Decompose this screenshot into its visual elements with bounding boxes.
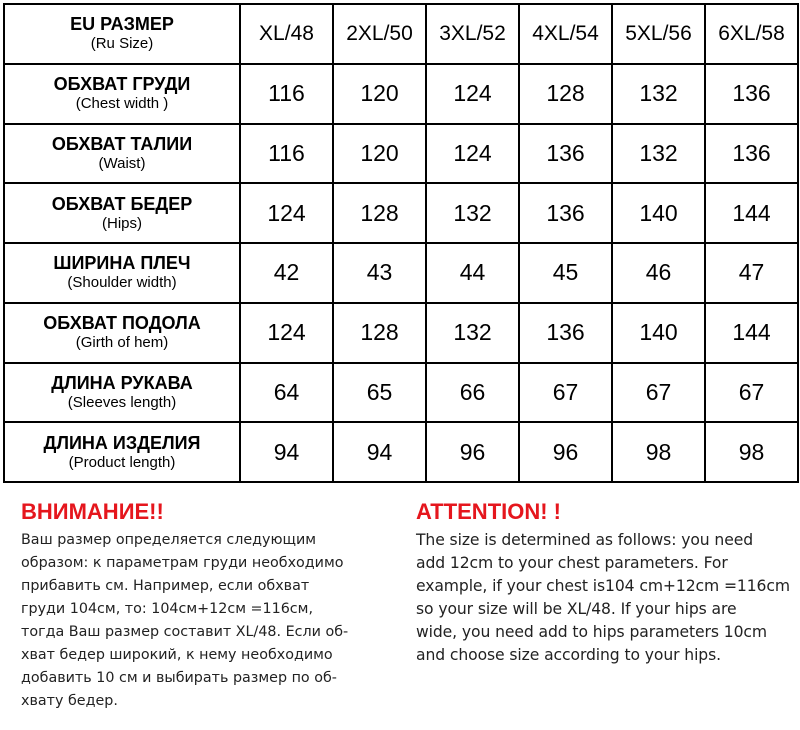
header-label-cell	[4, 4, 240, 64]
measurement-label-sub: (Shoulder width)	[67, 274, 177, 292]
measurement-label-main: ОБХВАТ ГРУДИ	[53, 74, 191, 95]
measurement-label-sub: (Waist)	[98, 154, 146, 172]
measurement-row	[4, 64, 798, 124]
measurement-label-cell	[4, 243, 240, 303]
header-row	[4, 4, 798, 64]
measurement-label-main: ОБХВАТ ПОДОЛА	[43, 313, 201, 334]
measurement-row	[4, 124, 798, 184]
measurement-row	[4, 363, 798, 423]
measurement-label-main: ДЛИНА ИЗДЕЛИЯ	[43, 432, 201, 453]
size-header-4xl54: 4XL/54	[519, 4, 612, 64]
measurement-value-cell: 94	[333, 422, 426, 482]
measurement-value-cell: 128	[519, 64, 612, 124]
size-header-xl48: XL/48	[240, 4, 333, 64]
attention-text-ru: Ваш размер определяется следующим образом: к параметрам груди необходимо прибавить см. Например, если обхват груди 104см, то: 104см+12см =116см, тогда Ваш размер составит XL/48. Если об- хват бедер широкий, к нему необходимо добавить 10 см и выбирать размер по об- хвату бедер.	[21, 532, 349, 709]
attention-text-en: The size is determined as follows: you need add 12cm to your chest parameters. For example, if your chest is104 cm+12cm =116cm so your size will be XL/48. If your hips are wide, you need add to hips parameters 10cm and choose size according to your hips.	[416, 531, 790, 664]
measurement-label-sub: (Sleeves length)	[67, 393, 177, 411]
size-header-5xl56: 5XL/56	[612, 4, 705, 64]
measurement-value-cell: 132	[426, 183, 519, 243]
size-header-3xl52: 3XL/52	[426, 4, 519, 64]
measurement-row	[4, 243, 798, 303]
measurement-value-cell: 136	[705, 64, 798, 124]
measurement-label-cell	[4, 124, 240, 184]
measurement-row	[4, 422, 798, 482]
measurement-value-cell: 67	[519, 363, 612, 423]
attention-title-ru: ВНИМАНИЕ!!	[21, 499, 164, 524]
attention-note-ru	[21, 498, 401, 713]
measurement-value-cell: 116	[240, 64, 333, 124]
size-header-2xl50: 2XL/50	[333, 4, 426, 64]
measurement-label-sub: (Chest width )	[75, 95, 169, 113]
measurement-value-cell: 124	[426, 124, 519, 184]
attention-title-en: ATTENTION! !	[416, 499, 562, 524]
measurement-value-cell: 96	[519, 422, 612, 482]
measurement-value-cell: 46	[612, 243, 705, 303]
measurement-value-cell: 132	[426, 303, 519, 363]
measurement-row	[4, 303, 798, 363]
measurement-value-cell: 128	[333, 183, 426, 243]
measurement-value-cell: 44	[426, 243, 519, 303]
measurement-label-sub: (Product length)	[68, 453, 176, 471]
measurement-value-cell: 120	[333, 64, 426, 124]
size-header-6xl58: 6XL/58	[705, 4, 798, 64]
measurement-value-cell: 124	[240, 183, 333, 243]
size-chart-table	[3, 3, 799, 483]
measurement-label-cell	[4, 422, 240, 482]
measurement-label-sub: (Hips)	[102, 214, 142, 232]
header-label-sub: (Ru Size)	[90, 35, 154, 53]
measurement-value-cell: 132	[612, 64, 705, 124]
header-label-main: EU РАЗМЕР	[70, 14, 174, 35]
measurement-row	[4, 183, 798, 243]
measurement-value-cell: 98	[612, 422, 705, 482]
measurement-label-main: ОБХВАТ ТАЛИИ	[51, 133, 193, 154]
measurement-value-cell: 116	[240, 124, 333, 184]
measurement-value-cell: 124	[240, 303, 333, 363]
measurement-value-cell: 94	[240, 422, 333, 482]
measurement-value-cell: 98	[705, 422, 798, 482]
measurement-value-cell: 136	[705, 124, 798, 184]
measurement-value-cell: 124	[426, 64, 519, 124]
measurement-value-cell: 136	[519, 124, 612, 184]
measurement-label-cell	[4, 64, 240, 124]
measurement-value-cell: 120	[333, 124, 426, 184]
measurement-label-main: ОБХВАТ БЕДЕР	[51, 193, 193, 214]
measurement-value-cell: 42	[240, 243, 333, 303]
measurement-label-cell	[4, 363, 240, 423]
measurement-label-cell	[4, 183, 240, 243]
measurement-value-cell: 140	[612, 303, 705, 363]
measurement-label-cell	[4, 303, 240, 363]
measurement-label-main: ШИРИНА ПЛЕЧ	[53, 253, 191, 274]
measurement-value-cell: 43	[333, 243, 426, 303]
measurement-value-cell: 144	[705, 183, 798, 243]
measurement-label-sub: (Girth of hem)	[75, 334, 169, 352]
measurement-value-cell: 64	[240, 363, 333, 423]
measurement-label-main: ДЛИНА РУКАВА	[51, 372, 193, 393]
measurement-value-cell: 65	[333, 363, 426, 423]
measurement-value-cell: 67	[612, 363, 705, 423]
measurement-value-cell: 47	[705, 243, 798, 303]
measurement-value-cell: 140	[612, 183, 705, 243]
measurement-value-cell: 136	[519, 303, 612, 363]
measurement-value-cell: 45	[519, 243, 612, 303]
measurement-value-cell: 96	[426, 422, 519, 482]
measurement-value-cell: 132	[612, 124, 705, 184]
measurement-value-cell: 144	[705, 303, 798, 363]
measurement-value-cell: 128	[333, 303, 426, 363]
attention-note-en	[416, 498, 800, 667]
measurement-value-cell: 136	[519, 183, 612, 243]
measurement-value-cell: 66	[426, 363, 519, 423]
measurement-value-cell: 67	[705, 363, 798, 423]
